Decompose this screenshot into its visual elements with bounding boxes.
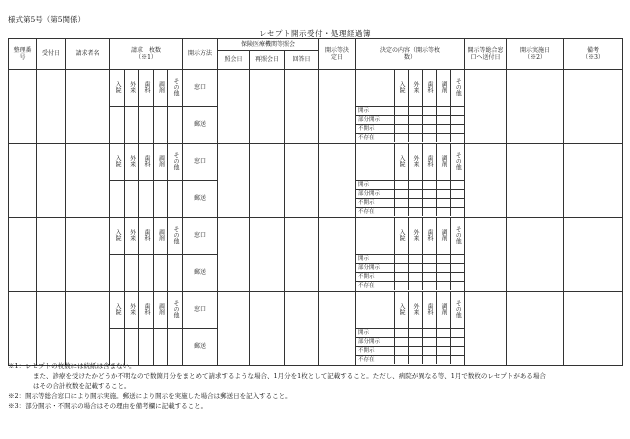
decision-count-cell[interactable] bbox=[394, 125, 408, 134]
seikyusha-mei-cell[interactable] bbox=[66, 218, 110, 292]
kind-count-cell[interactable] bbox=[139, 107, 153, 143]
kind-label: 入院 bbox=[113, 302, 121, 315]
decision-count-cell[interactable] bbox=[394, 190, 408, 199]
record-row bbox=[9, 218, 623, 255]
biko-cell[interactable] bbox=[564, 144, 623, 218]
jisshi-bi-cell[interactable] bbox=[507, 70, 564, 144]
decision-count-cell[interactable] bbox=[450, 255, 464, 264]
saishokai-bi-cell[interactable] bbox=[250, 218, 285, 292]
decision-label: 不開示 bbox=[356, 125, 394, 134]
kind-label: 外来 bbox=[124, 70, 138, 106]
kind-count-row bbox=[110, 255, 183, 292]
decision-kind-label: 歯科 bbox=[422, 70, 436, 107]
form-label: 様式第5号（第5関係） bbox=[8, 15, 86, 24]
decision-count-cell[interactable] bbox=[394, 134, 408, 143]
header-hoken-iryo: 保険医療機関等照会 bbox=[218, 39, 319, 51]
decision-kind-label: その他 bbox=[450, 292, 464, 329]
note-3: ※3：部分開示・不開示の場合はその理由を備考欄に記載すること。 bbox=[8, 402, 208, 411]
kind-label: 歯科 bbox=[139, 144, 153, 180]
decision-count-cell[interactable] bbox=[422, 347, 436, 356]
header-uketsuke-bi: 受付日 bbox=[37, 39, 66, 70]
header-seikyusha-mei: 請求者名 bbox=[66, 39, 110, 70]
decision-count-cell[interactable] bbox=[436, 107, 450, 116]
kind-label: その他 bbox=[168, 144, 182, 180]
decision-count-cell[interactable] bbox=[436, 134, 450, 143]
decision-count-cell[interactable] bbox=[436, 264, 450, 273]
decision-count-cell[interactable] bbox=[422, 264, 436, 273]
shokai-bi-cell[interactable] bbox=[218, 218, 250, 292]
decision-count-cell[interactable] bbox=[408, 282, 422, 291]
decision-count-cell[interactable] bbox=[408, 255, 422, 264]
page-title: レセプト開示受付・処理経過簿 bbox=[259, 29, 371, 38]
decision-kind-label: 歯科 bbox=[422, 218, 436, 255]
decision-count-cell[interactable] bbox=[394, 329, 408, 338]
decision-count-cell[interactable] bbox=[408, 190, 422, 199]
decision-count-cell[interactable] bbox=[450, 329, 464, 338]
kind-count-row bbox=[110, 329, 183, 366]
decision-label: 不存在 bbox=[356, 282, 394, 291]
kind-header-cell bbox=[110, 144, 183, 181]
kind-count-cell[interactable] bbox=[168, 255, 182, 291]
record-row bbox=[9, 292, 623, 329]
decision-count-cell[interactable] bbox=[408, 125, 422, 134]
decision-count-cell[interactable] bbox=[450, 199, 464, 208]
seiri-bango-cell[interactable] bbox=[9, 218, 37, 292]
kettei-naiyo-cell bbox=[356, 292, 465, 366]
method-yuso: 郵送 bbox=[183, 255, 218, 292]
decision-count-cell[interactable] bbox=[450, 125, 464, 134]
method-madoguchi: 窓口 bbox=[183, 218, 218, 255]
seiri-bango-cell[interactable] bbox=[9, 70, 37, 144]
kind-count-cell[interactable] bbox=[124, 329, 138, 365]
decision-label: 開示 bbox=[356, 181, 394, 190]
header-kaiji-kettei-bi: 開示等決定日 bbox=[319, 39, 356, 70]
uketsuke-bi-cell[interactable] bbox=[37, 70, 66, 144]
decision-count-cell[interactable] bbox=[408, 273, 422, 282]
kind-count-cell[interactable] bbox=[110, 329, 124, 365]
uketsuke-bi-cell[interactable] bbox=[37, 144, 66, 218]
decision-count-cell[interactable] bbox=[408, 107, 422, 116]
decision-count-cell[interactable] bbox=[408, 134, 422, 143]
kind-count-cell[interactable] bbox=[139, 329, 153, 365]
decision-count-cell[interactable] bbox=[408, 116, 422, 125]
decision-count-cell[interactable] bbox=[422, 338, 436, 347]
decision-label: 不開示 bbox=[356, 199, 394, 208]
decision-label-blank bbox=[356, 144, 394, 181]
decision-count-cell[interactable] bbox=[422, 116, 436, 125]
kind-count-cell[interactable] bbox=[110, 255, 124, 291]
decision-count-cell[interactable] bbox=[408, 329, 422, 338]
decision-kind-label: 入院 bbox=[394, 70, 408, 107]
decision-count-cell[interactable] bbox=[422, 329, 436, 338]
decision-count-cell[interactable] bbox=[450, 134, 464, 143]
shokai-bi-cell[interactable] bbox=[218, 70, 250, 144]
decision-count-cell[interactable] bbox=[394, 347, 408, 356]
kaito-bi-cell[interactable] bbox=[285, 218, 319, 292]
saishokai-bi-cell[interactable] bbox=[250, 144, 285, 218]
decision-count-cell[interactable] bbox=[450, 190, 464, 199]
decision-count-cell[interactable] bbox=[408, 338, 422, 347]
decision-count-cell[interactable] bbox=[436, 273, 450, 282]
reception-table bbox=[8, 38, 623, 366]
decision-kind-label: 調剤 bbox=[436, 70, 450, 107]
method-madoguchi: 窓口 bbox=[183, 144, 218, 181]
kind-label: 歯科 bbox=[139, 292, 153, 328]
decision-count-cell[interactable] bbox=[450, 116, 464, 125]
decision-kind-label: 調剤 bbox=[436, 292, 450, 329]
kaiji-kettei-bi-cell[interactable] bbox=[319, 218, 356, 292]
kind-label: 調剤 bbox=[153, 292, 167, 328]
decision-count-cell[interactable] bbox=[394, 338, 408, 347]
decision-kind-label: 外来 bbox=[408, 218, 422, 255]
method-yuso: 郵送 bbox=[183, 181, 218, 218]
seikyusha-mei-cell[interactable] bbox=[66, 144, 110, 218]
decision-count-cell[interactable] bbox=[450, 107, 464, 116]
decision-kind-label: 外来 bbox=[408, 292, 422, 329]
sofu-bi-cell[interactable] bbox=[465, 218, 507, 292]
kind-label: その他 bbox=[168, 218, 182, 254]
decision-count-cell[interactable] bbox=[394, 107, 408, 116]
decision-label: 不開示 bbox=[356, 273, 394, 282]
kind-count-cell[interactable] bbox=[124, 107, 138, 143]
decision-count-cell[interactable] bbox=[450, 208, 464, 217]
decision-label: 開示 bbox=[356, 255, 394, 264]
decision-count-cell[interactable] bbox=[422, 255, 436, 264]
decision-count-cell[interactable] bbox=[408, 181, 422, 190]
decision-count-cell[interactable] bbox=[436, 116, 450, 125]
decision-count-cell[interactable] bbox=[422, 134, 436, 143]
decision-count-cell[interactable] bbox=[436, 181, 450, 190]
decision-count-cell[interactable] bbox=[394, 116, 408, 125]
decision-count-cell[interactable] bbox=[436, 255, 450, 264]
kind-count-cell[interactable] bbox=[139, 255, 153, 291]
decision-label: 不存在 bbox=[356, 208, 394, 217]
kettei-naiyo-cell bbox=[356, 218, 465, 292]
decision-count-cell[interactable] bbox=[422, 181, 436, 190]
decision-label-blank bbox=[356, 292, 394, 329]
header-sofu-bi: 開示等総合窓口へ送付日 bbox=[465, 39, 507, 70]
sofu-bi-cell[interactable] bbox=[465, 292, 507, 366]
decision-count-cell[interactable] bbox=[408, 199, 422, 208]
kettei-naiyo-cell bbox=[356, 144, 465, 218]
decision-kind-label: 入院 bbox=[394, 218, 408, 255]
decision-count-cell[interactable] bbox=[394, 264, 408, 273]
saishokai-bi-cell[interactable] bbox=[250, 70, 285, 144]
decision-count-cell[interactable] bbox=[436, 338, 450, 347]
decision-label: 開示 bbox=[356, 107, 394, 116]
notes bbox=[8, 361, 623, 411]
shokai-bi-cell[interactable] bbox=[218, 292, 250, 366]
decision-kind-label: 外来 bbox=[408, 144, 422, 181]
kind-count-cell[interactable] bbox=[153, 181, 167, 217]
decision-kind-label: 調剤 bbox=[436, 218, 450, 255]
decision-label: 不存在 bbox=[356, 134, 394, 143]
decision-count-cell[interactable] bbox=[394, 255, 408, 264]
kaito-bi-cell[interactable] bbox=[285, 144, 319, 218]
kind-label: 歯科 bbox=[139, 70, 153, 106]
header-kaiji-houhou: 開示方法 bbox=[183, 39, 218, 70]
kind-label: 調剤 bbox=[153, 218, 167, 254]
note-1: ※1：レセプトの枚数には続紙は含まない。 bbox=[8, 362, 136, 370]
kind-count-cell[interactable] bbox=[168, 181, 182, 217]
header-saishokai-bi: 再照会日 bbox=[250, 51, 285, 70]
biko-cell[interactable] bbox=[564, 218, 623, 292]
kind-count-cell[interactable] bbox=[124, 181, 138, 217]
kind-label: 入院 bbox=[113, 228, 121, 241]
saishokai-bi-cell[interactable] bbox=[250, 292, 285, 366]
decision-kind-label: 歯科 bbox=[422, 144, 436, 181]
kaiji-kettei-bi-cell[interactable] bbox=[319, 292, 356, 366]
header-seikyu-maisu: 請求 枚数（※1） bbox=[110, 39, 183, 70]
decision-label: 部分開示 bbox=[356, 116, 394, 125]
decision-count-cell[interactable] bbox=[450, 181, 464, 190]
jisshi-bi-cell[interactable] bbox=[507, 218, 564, 292]
decision-label: 部分開示 bbox=[356, 190, 394, 199]
kind-label: 入院 bbox=[113, 80, 121, 93]
kind-label: 外来 bbox=[124, 218, 138, 254]
kind-count-cell[interactable] bbox=[168, 107, 182, 143]
decision-kind-label: その他 bbox=[450, 70, 464, 107]
kind-label: その他 bbox=[168, 70, 182, 106]
method-yuso: 郵送 bbox=[183, 107, 218, 144]
seiri-bango-cell[interactable] bbox=[9, 144, 37, 218]
decision-count-cell[interactable] bbox=[436, 199, 450, 208]
kind-header-cell bbox=[110, 70, 183, 107]
sofu-bi-cell[interactable] bbox=[465, 144, 507, 218]
method-madoguchi: 窓口 bbox=[183, 292, 218, 329]
biko-cell[interactable] bbox=[564, 292, 623, 366]
decision-count-cell[interactable] bbox=[422, 125, 436, 134]
kind-count-cell[interactable] bbox=[168, 329, 182, 365]
shokai-bi-cell[interactable] bbox=[218, 144, 250, 218]
header-biko: 備考（※3） bbox=[564, 39, 623, 70]
decision-count-cell[interactable] bbox=[450, 264, 464, 273]
kind-label: 外来 bbox=[124, 292, 138, 328]
kind-header-cell bbox=[110, 292, 183, 329]
jisshi-bi-cell[interactable] bbox=[507, 292, 564, 366]
decision-kind-label: その他 bbox=[450, 218, 464, 255]
decision-count-cell[interactable] bbox=[436, 190, 450, 199]
sofu-bi-cell[interactable] bbox=[465, 70, 507, 144]
decision-count-cell[interactable] bbox=[436, 329, 450, 338]
decision-label: 不開示 bbox=[356, 347, 394, 356]
seikyusha-mei-cell[interactable] bbox=[66, 292, 110, 366]
decision-count-cell[interactable] bbox=[422, 282, 436, 291]
decision-count-cell[interactable] bbox=[436, 125, 450, 134]
decision-count-cell[interactable] bbox=[394, 282, 408, 291]
decision-count-cell[interactable] bbox=[422, 208, 436, 217]
decision-count-cell[interactable] bbox=[408, 208, 422, 217]
kind-label: その他 bbox=[168, 292, 182, 328]
kaito-bi-cell[interactable] bbox=[285, 292, 319, 366]
note-1-detail-cont: はその合計枚数を記載すること。 bbox=[33, 382, 131, 391]
decision-count-cell[interactable] bbox=[422, 190, 436, 199]
decision-label: 部分開示 bbox=[356, 338, 394, 347]
header-kaito-bi: 回答日 bbox=[285, 51, 319, 70]
kind-count-cell[interactable] bbox=[139, 181, 153, 217]
kind-count-row bbox=[110, 181, 183, 218]
method-yuso: 郵送 bbox=[183, 329, 218, 366]
kind-label: 歯科 bbox=[139, 218, 153, 254]
kaito-bi-cell[interactable] bbox=[285, 70, 319, 144]
kind-label: 調剤 bbox=[153, 70, 167, 106]
decision-count-cell[interactable] bbox=[450, 282, 464, 291]
decision-label-blank bbox=[356, 70, 394, 107]
decision-count-cell[interactable] bbox=[408, 264, 422, 273]
decision-count-cell[interactable] bbox=[394, 273, 408, 282]
note-2: ※2：開示等総合窓口により開示実施。郵送により開示を実施した場合は郵送日を記入すること。 bbox=[8, 392, 292, 401]
kaiji-kettei-bi-cell[interactable] bbox=[319, 144, 356, 218]
decision-kind-label: 入院 bbox=[394, 292, 408, 329]
kind-count-cell[interactable] bbox=[153, 329, 167, 365]
decision-count-cell[interactable] bbox=[394, 181, 408, 190]
uketsuke-bi-cell[interactable] bbox=[37, 292, 66, 366]
decision-count-cell[interactable] bbox=[450, 273, 464, 282]
jisshi-bi-cell[interactable] bbox=[507, 144, 564, 218]
decision-kind-label: 歯科 bbox=[422, 292, 436, 329]
seikyusha-mei-cell[interactable] bbox=[66, 70, 110, 144]
kaiji-kettei-bi-cell[interactable] bbox=[319, 70, 356, 144]
uketsuke-bi-cell[interactable] bbox=[37, 218, 66, 292]
header-seiri-bango: 整理番号 bbox=[9, 39, 37, 70]
decision-count-cell[interactable] bbox=[450, 338, 464, 347]
seiri-bango-cell[interactable] bbox=[9, 292, 37, 366]
kind-count-cell[interactable] bbox=[153, 107, 167, 143]
decision-count-cell[interactable] bbox=[408, 347, 422, 356]
decision-count-cell[interactable] bbox=[436, 208, 450, 217]
decision-count-cell[interactable] bbox=[422, 107, 436, 116]
decision-kind-label: その他 bbox=[450, 144, 464, 181]
decision-count-cell[interactable] bbox=[422, 199, 436, 208]
kind-count-cell[interactable] bbox=[124, 255, 138, 291]
decision-kind-label: 外来 bbox=[408, 70, 422, 107]
decision-kind-label: 調剤 bbox=[436, 144, 450, 181]
kind-label: 入院 bbox=[113, 154, 121, 167]
decision-count-cell[interactable] bbox=[450, 347, 464, 356]
decision-kind-label: 入院 bbox=[394, 144, 408, 181]
header-shokai-bi: 照会日 bbox=[218, 51, 250, 70]
decision-label-blank bbox=[356, 218, 394, 255]
method-madoguchi: 窓口 bbox=[183, 70, 218, 107]
decision-count-cell[interactable] bbox=[394, 208, 408, 217]
record-row bbox=[9, 144, 623, 181]
kettei-naiyo-cell bbox=[356, 70, 465, 144]
decision-count-cell[interactable] bbox=[422, 273, 436, 282]
kind-count-row bbox=[110, 107, 183, 144]
header-kettei-naiyo: 決定の内容（開示等枚数） bbox=[356, 39, 465, 70]
biko-cell[interactable] bbox=[564, 70, 623, 144]
header-jisshi-bi: 開示実施日（※2） bbox=[507, 39, 564, 70]
decision-count-cell[interactable] bbox=[436, 347, 450, 356]
decision-label: 不存在 bbox=[356, 356, 394, 365]
decision-label: 部分開示 bbox=[356, 264, 394, 273]
decision-count-cell[interactable] bbox=[436, 282, 450, 291]
kind-count-cell[interactable] bbox=[153, 255, 167, 291]
kind-header-cell bbox=[110, 218, 183, 255]
note-1-detail: また、診療を受けたかどうか不明なので数箇月分をまとめて請求するような場合、1月分を1枚として記載すること。ただし、病院が異なる等、1月で数枚のレセプトがある場合 bbox=[33, 372, 546, 381]
kind-label: 調剤 bbox=[153, 144, 167, 180]
decision-label: 開示 bbox=[356, 329, 394, 338]
kind-count-cell[interactable] bbox=[110, 181, 124, 217]
decision-count-cell[interactable] bbox=[394, 199, 408, 208]
record-row bbox=[9, 70, 623, 107]
kind-label: 外来 bbox=[124, 144, 138, 180]
kind-count-cell[interactable] bbox=[110, 107, 124, 143]
